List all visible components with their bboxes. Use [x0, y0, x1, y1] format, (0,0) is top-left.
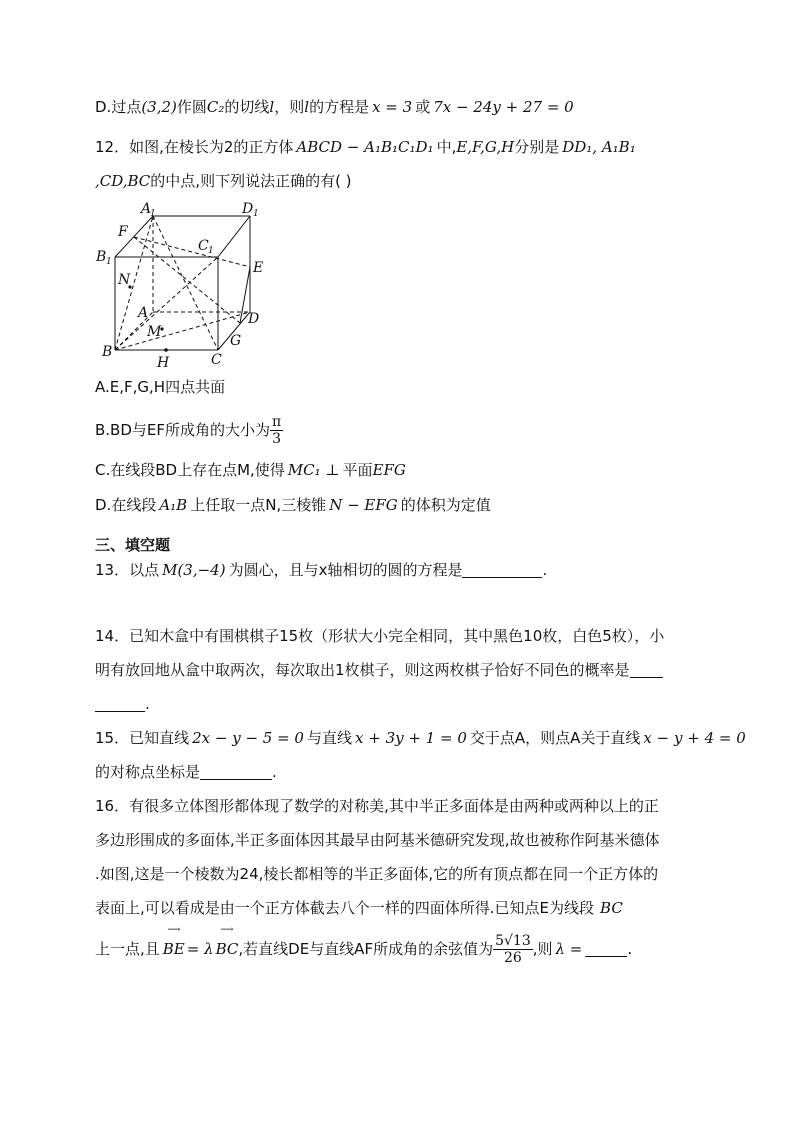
math-line: l [304, 98, 310, 116]
math-equation: x − y + 4 = 0 [643, 729, 746, 747]
label-B1: B [96, 249, 107, 265]
label-G: G [230, 333, 242, 349]
text: ,则 [532, 940, 553, 958]
answer-blank[interactable] [200, 763, 272, 780]
text: 为圆心，且与x轴相切的圆的方程是 [228, 561, 463, 579]
label-B1-sub: 1 [106, 257, 112, 267]
answer-blank[interactable] [630, 661, 663, 678]
math-segments: DD₁, A₁B₁ [562, 138, 636, 156]
text: 明有放回地从盒中取两次，每次取出1枚棋子，则这两枚棋子恰好不同色的概率是 [95, 661, 630, 679]
vector-BE [162, 925, 185, 966]
answer-blank[interactable] [585, 940, 627, 957]
q12-option-a: A.E,F,G,H四点共面 [95, 378, 226, 396]
text: 的对称点坐标是 [95, 763, 201, 781]
vector-label: BC [215, 940, 239, 958]
vector-BC [215, 925, 239, 966]
label-F: F [118, 224, 128, 240]
math-segment: BC [600, 899, 623, 917]
label-A1: A [141, 201, 152, 217]
math-point: (3,2) [141, 98, 177, 116]
label-M: M [147, 324, 162, 340]
q12-option-b [95, 413, 283, 447]
text: 的方程是 [309, 98, 370, 116]
math-lambda: λ = [555, 940, 583, 958]
text: . [627, 940, 633, 958]
math-points: E,F,G,H [456, 138, 515, 156]
vector-arrow-icon: ⟶ [167, 925, 181, 935]
frac-numerator: π [272, 414, 282, 430]
text: 分别是 [514, 138, 560, 156]
math-segment: A₁B [159, 496, 188, 514]
text: . [272, 763, 277, 781]
q16-line3: .如图,这是一个棱数为24,棱长都相等的半正多面体,它的所有顶点都在同一个正方体的 [95, 865, 659, 883]
math-plane: EFG [372, 461, 406, 479]
math-line: l [269, 98, 275, 116]
text: 的体积为定值 [400, 496, 491, 514]
q12-option-c [95, 460, 406, 480]
math-equation: x = 3 [372, 98, 413, 116]
q14-line1: 14．已知木盒中有围棋棋子15枚（形状大小完全相同，其中黑色10枚，白色5枚），小 [95, 627, 665, 645]
text: . [145, 695, 150, 713]
q12-stem-line2 [95, 171, 352, 191]
text: 上任取一点N,三棱锥 [190, 496, 327, 514]
label-H: H [157, 355, 170, 371]
math-equation: 7x − 24y + 27 = 0 [433, 98, 574, 116]
text: C.在线段BD上存在点M,使得 [95, 461, 285, 479]
frac-denominator: 26 [503, 950, 522, 966]
q12-stem-line1 [95, 137, 636, 157]
answer-blank-continued[interactable] [95, 695, 145, 712]
cube-figure [90, 195, 290, 375]
math-perpendicular: MC₁ ⊥ [287, 461, 340, 479]
vector-label: BE [162, 940, 185, 958]
text: 与直线 [306, 729, 352, 747]
label-D1-sub: 1 [253, 209, 259, 219]
text: 表面上,可以看成是由一个正方体截去八个一样的四面体所得.已知点E为线段 [95, 899, 595, 917]
answer-blank[interactable] [462, 561, 542, 578]
text: 交于点A，则点A关于直线 [469, 729, 641, 747]
label-C1-sub: 1 [208, 246, 214, 256]
q16-line2: 多边形围成的多面体,半正多面体因其最早由阿基米德研究发现,故也被称作阿基米德体 [95, 831, 660, 849]
label-N: N [118, 272, 131, 288]
text: 中, [436, 138, 457, 156]
text: B.BD与EF所成角的大小为 [95, 421, 271, 439]
math-segments: ,CD,BC [95, 172, 151, 190]
math-equals-lambda: = λ [186, 940, 214, 958]
text: 15．已知直线 [95, 729, 190, 747]
text: 上一点,且 [95, 940, 160, 958]
math-equation: 2x − y − 5 = 0 [192, 729, 304, 747]
label-D1: D [242, 201, 254, 217]
fraction-cosine [493, 933, 533, 966]
math-pyramid: N − EFG [329, 496, 398, 514]
q16-line4 [95, 898, 623, 918]
math-equation: x + 3y + 1 = 0 [355, 729, 467, 747]
label-A1-sub: 1 [150, 209, 156, 219]
label-B: B [102, 344, 113, 360]
text: D.过点 [95, 98, 142, 116]
text: 作圆 [176, 98, 207, 116]
text: ,若直线DE与直线AF所成角的余弦值为 [238, 940, 494, 958]
text: 或 [415, 98, 431, 116]
vector-arrow-icon: ⟶ [220, 925, 234, 935]
fraction-pi-over-3 [270, 414, 283, 447]
q16-line5 [95, 925, 633, 966]
math-point: M(3,−4) [162, 561, 226, 579]
label-A: A [138, 305, 149, 321]
label-D: D [248, 311, 260, 327]
text: 的切线 [224, 98, 270, 116]
label-C: C [211, 352, 222, 368]
q16-line1: 16．有很多立体图形都体现了数学的对称美,其中半正多面体是由两种或两种以上的正 [95, 797, 659, 815]
math-circle: C₂ [206, 98, 225, 116]
q12-option-d [95, 495, 491, 515]
q14-line3-blank [95, 694, 150, 714]
text: . [542, 561, 548, 579]
text: 平面 [342, 461, 373, 479]
q11-option-d [95, 97, 574, 117]
math-cube: ABCD − A₁B₁C₁D₁ [296, 138, 434, 156]
q14-line2 [95, 660, 663, 680]
text: D.在线段 [95, 496, 157, 514]
text: 13．以点 [95, 561, 160, 579]
section-heading: 三、填空题 [95, 536, 171, 554]
label-C1: C [198, 238, 209, 254]
q13 [95, 560, 547, 580]
q15-line2 [95, 762, 277, 782]
text: 12．如图,在棱长为2的正方体 [95, 138, 294, 156]
label-E: E [253, 260, 264, 276]
text: ，则 [274, 98, 305, 116]
frac-denominator: 3 [272, 431, 282, 447]
text: 的中点,则下列说法正确的有( ) [150, 172, 352, 190]
q15-line1 [95, 728, 746, 748]
frac-numerator: 5√13 [495, 933, 531, 949]
